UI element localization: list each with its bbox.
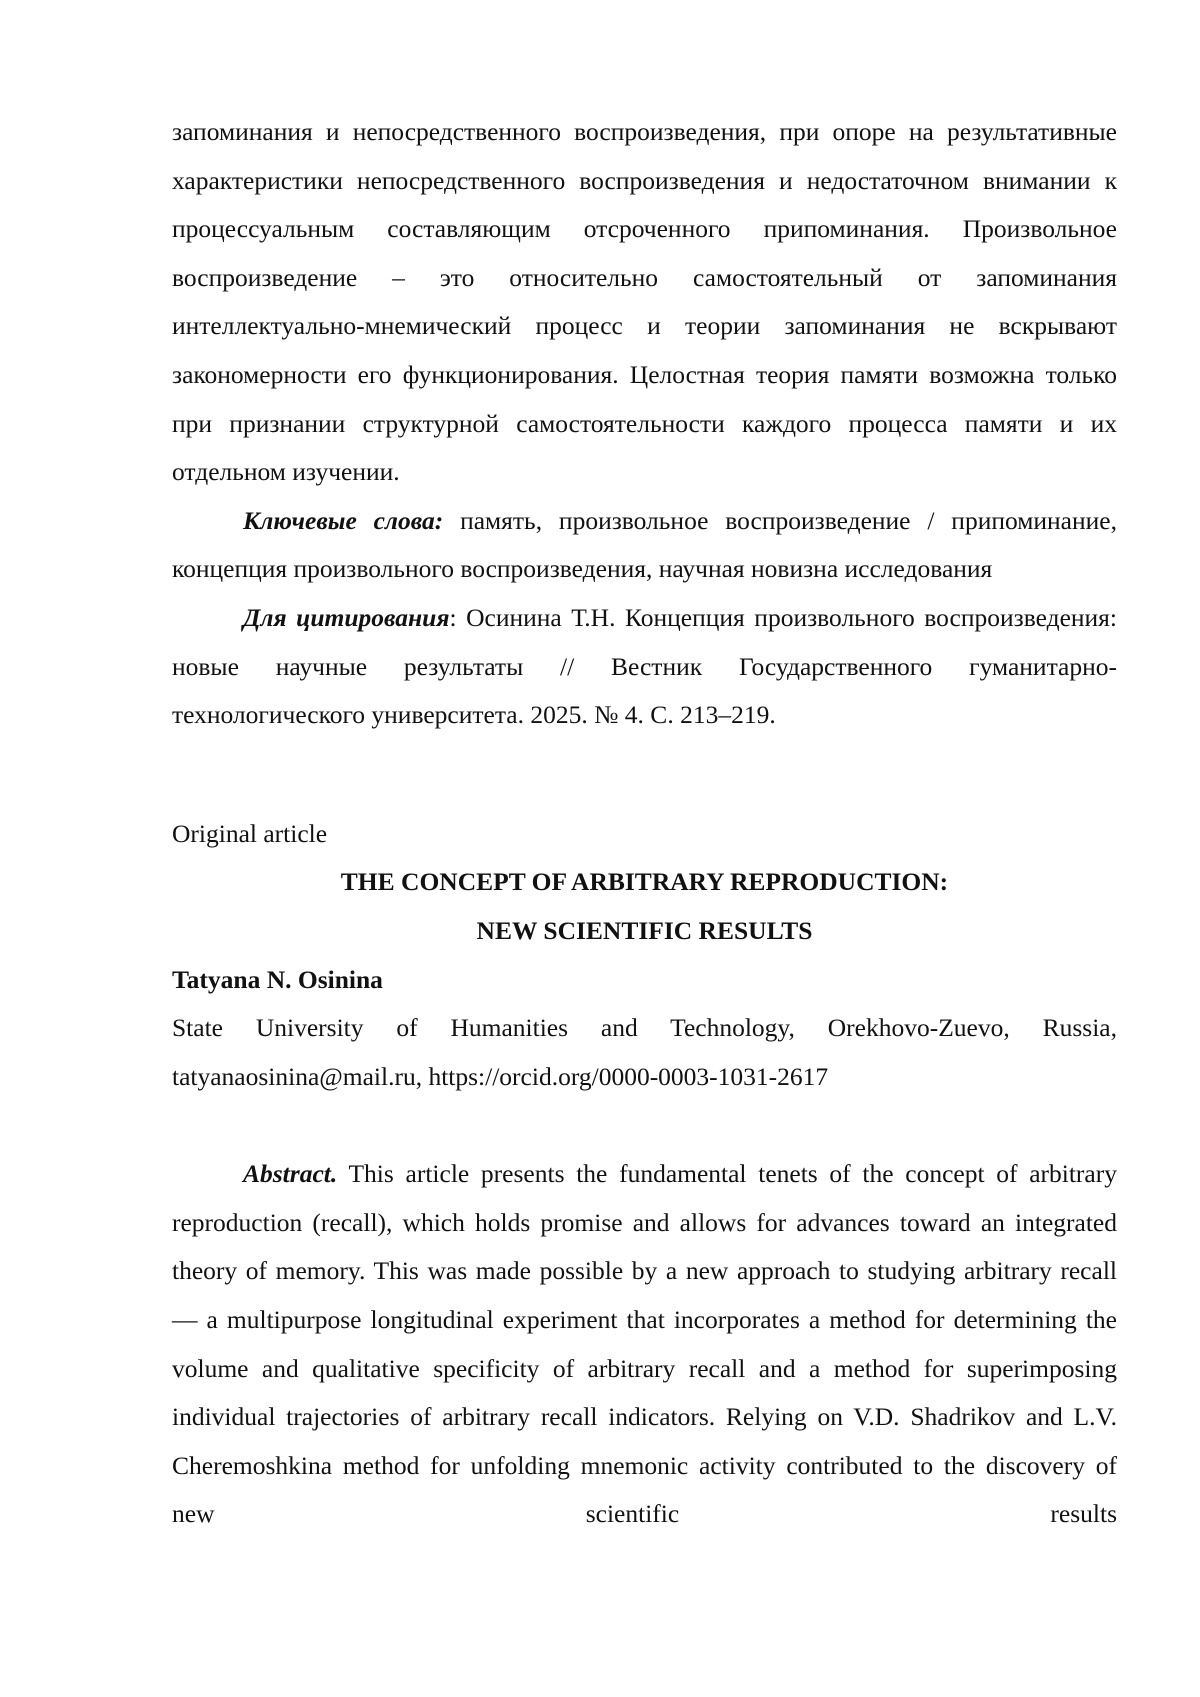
- article-title-line-1: THE CONCEPT OF ARBITRARY REPRODUCTION:: [340, 867, 949, 897]
- en-abstract-text: This article presents the fundamental tenets of the concept of arbitrary reproduction (recall), which holds promise and allows for advances toward an integrated theory of memory. This was made possible by a new approach to studying arbitrary recall — a multipurpose longitudinal experiment that incorporates a method for determining the volume and qualitative specificity of arbitrary recall and a method for superimposing individual trajectories of arbitrary recall indicators. Relying on V.D. Shadrikov and L.V. Cheremoshkina method for unfolding mnemonic activity contributed to the discovery of new scientific results: [172, 1159, 1117, 1529]
- ru-citation: [172, 594, 1117, 740]
- ru-citation-text: : Осинина Т.Н. Концепция произвольного воспроизведения: новые научные результаты // Вестник Государственного гуманитарно-технологического университета. 2025. № 4. С. 213–219.: [172, 602, 1117, 730]
- en-abstract: [172, 1150, 1117, 1539]
- ru-keywords-label: Ключевые слова:: [243, 505, 444, 535]
- author-name: Tatyana N. Osinina: [172, 964, 383, 994]
- en-abstract-label: Abstract.: [243, 1159, 338, 1189]
- ru-keywords: [172, 497, 1117, 594]
- article-type: Original article: [172, 818, 328, 848]
- ru-citation-label: Для цитирования: [243, 602, 450, 632]
- section-spacer: [172, 740, 1117, 810]
- ru-abstract-continuation: запоминания и непосредственного воспроизведения, при опоре на результативные характеристики непосредственного воспроизведения и недостаточном внимании к процессуальным составляющим отсроченного припоминания. Произвольное воспроизведение – это относительно самостоятельный от запоминания интеллектуально-мнемический процесс и теории запоминания не вскрывают закономерности его функционирования. Целостная теория памяти возможна только при признании структурной самостоятельности каждого процесса памяти и их отдельном изучении.: [172, 117, 1117, 487]
- abstract-spacer: [172, 1101, 1117, 1150]
- page-body: [172, 108, 1117, 1539]
- article-title-line-2: NEW SCIENTIFIC RESULTS: [476, 915, 813, 945]
- author-affiliation: State University of Humanities and Technology, Orekhovo-Zuevo, Russia, tatyanaosinina@mail.ru, https://orcid.org/0000-0003-1031-2617: [172, 1013, 1117, 1091]
- ru-keywords-text: память, произвольное воспроизведение / припоминание, концепция произвольного воспроизведения, научная новизна исследования: [172, 505, 1117, 584]
